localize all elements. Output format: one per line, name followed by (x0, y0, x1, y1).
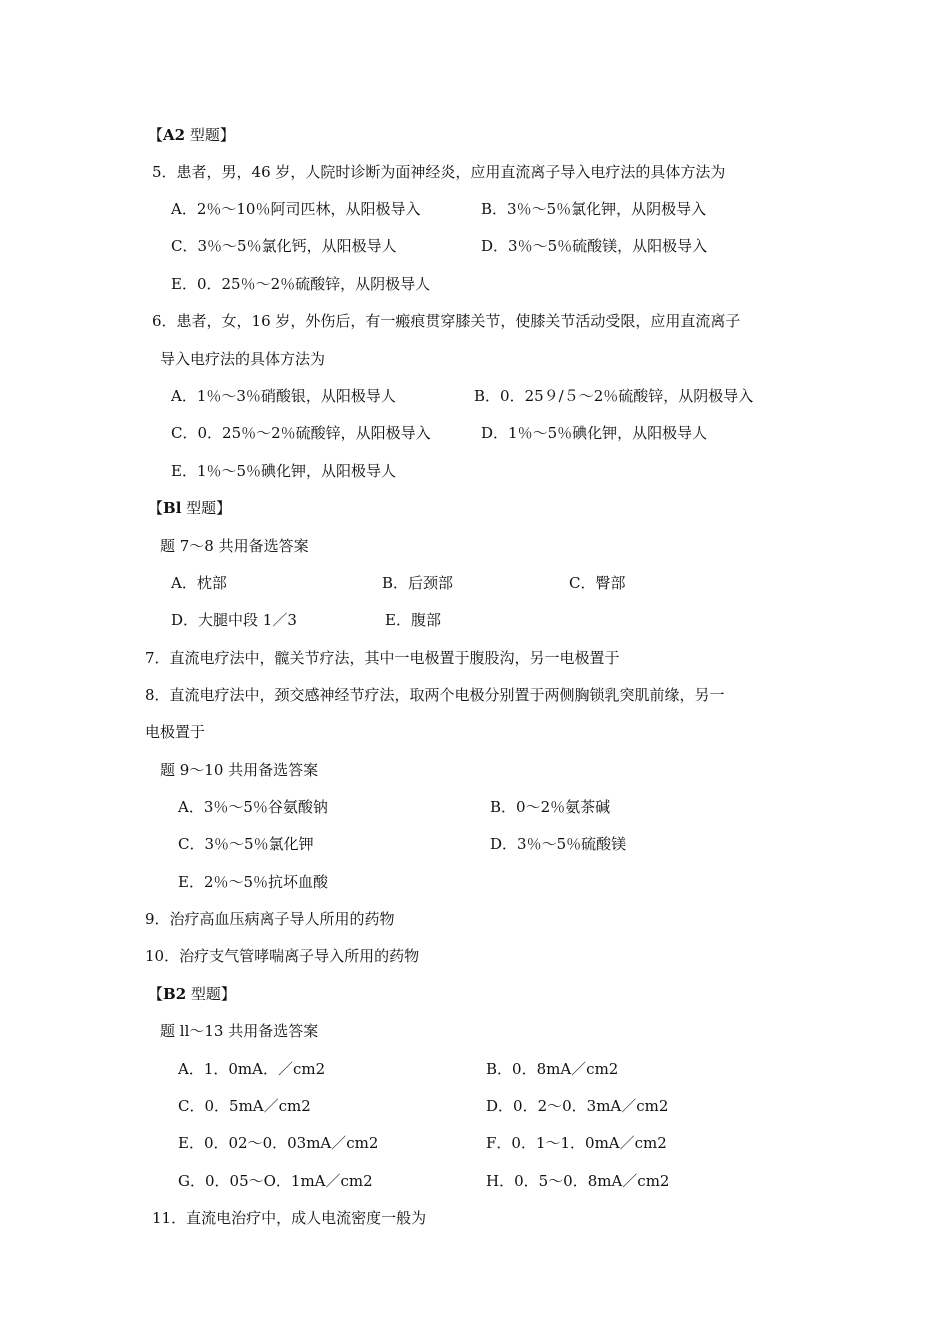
g78-option-b: B．后颈部 (382, 574, 454, 592)
question-7-stem: 7．直流电疗法中，髋关节疗法，其中一电极置于腹股沟，另一电极置于 (145, 649, 620, 667)
section-code: Bl (163, 499, 182, 517)
q6-option-a: A．1％～3％硝酸银，从阳极导人 (171, 387, 396, 405)
q5-option-b: B．3％～5％氯化钾，从阴极导入 (481, 200, 707, 218)
section-code: B2 (163, 985, 187, 1003)
g1113-option-h: H．0．5～0．8mA／cm2 (486, 1172, 670, 1190)
section-heading-b1: 【Bl 型题】 (148, 499, 232, 517)
question-8-stem-line1: 8．直流电疗法中，颈交感神经节疗法，取两个电极分别置于两侧胸锁乳突肌前缘，另一 (145, 686, 725, 704)
g1113-option-e: E．0．02～0．03mA／cm2 (178, 1134, 379, 1152)
g910-option-e: E．2％～5％抗坏血酸 (178, 873, 329, 891)
question-5-stem: 5．患者，男，46 岁，人院时诊断为面神经炎，应用直流离子导入电疗法的具体方法为 (152, 163, 726, 181)
question-6-stem-line2: 导入电疗法的具体方法为 (160, 350, 326, 368)
g78-option-c: C．臀部 (569, 574, 626, 592)
g910-option-d: D．3％～5％硫酸镁 (490, 835, 627, 853)
group-9-10-title: 题 9～10 共用备选答案 (160, 761, 319, 779)
g78-option-e: E．腹部 (385, 611, 441, 629)
g910-option-c: C．3％～5％氯化钾 (178, 835, 314, 853)
g78-option-d: D．大腿中段 1／3 (171, 611, 297, 629)
q5-option-d: D．3％～5％硫酸镁，从阳极导入 (481, 237, 708, 255)
q5-option-a: A．2％～10％阿司匹林，从阳极导入 (171, 200, 421, 218)
section-code: A2 (163, 126, 186, 144)
question-10-stem: 10．治疗支气管哮喘离子导入所用的药物 (145, 947, 420, 965)
q6-option-b: B．0．25９/５～2％硫酸锌，从阴极导入 (474, 387, 754, 405)
question-8-stem-line2: 电极置于 (145, 723, 206, 741)
g78-option-a: A．枕部 (171, 574, 227, 592)
q5-option-c: C．3％～5％氯化钙，从阳极导人 (171, 237, 397, 255)
g1113-option-d: D．0．2～0．3mA／cm2 (486, 1097, 669, 1115)
section-heading-a2: 【A2 型题】 (148, 126, 235, 144)
question-6-stem-line1: 6．患者，女，16 岁，外伤后，有一瘢痕贯穿膝关节，使膝关节活动受限，应用直流离子 (152, 312, 741, 330)
g910-option-a: A．3％～5％谷氨酸钠 (178, 798, 328, 816)
q6-option-c: C．0．25％～2％硫酸锌，从阳极导入 (171, 424, 431, 442)
g1113-option-f: F．0．1～1．0mA／cm2 (486, 1134, 667, 1152)
q5-option-e: E．0．25％～2％硫酸锌，从阴极导人 (171, 275, 431, 293)
g910-option-b: B．0～2％氨茶碱 (490, 798, 611, 816)
group-7-8-title: 题 7～8 共用备选答案 (160, 537, 309, 555)
g1113-option-c: C．0．5mA／cm2 (178, 1097, 311, 1115)
g1113-option-a: A．1．0mA．／cm2 (178, 1060, 326, 1078)
section-heading-b2: 【B2 型题】 (148, 985, 236, 1003)
g1113-option-b: B．0．8mA／cm2 (486, 1060, 619, 1078)
question-9-stem: 9．治疗高血压病离子导人所用的药物 (145, 910, 395, 928)
q6-option-d: D．1％～5％碘化钾，从阳极导人 (481, 424, 708, 442)
group-11-13-title: 题 ll～13 共用备选答案 (160, 1022, 319, 1040)
question-11-stem: 11．直流电治疗中，成人电流密度一般为 (152, 1209, 427, 1227)
g1113-option-g: G．0．05～O．1mA／cm2 (178, 1172, 373, 1190)
q6-option-e: E．1％～5％碘化钾，从阳极导人 (171, 462, 397, 480)
